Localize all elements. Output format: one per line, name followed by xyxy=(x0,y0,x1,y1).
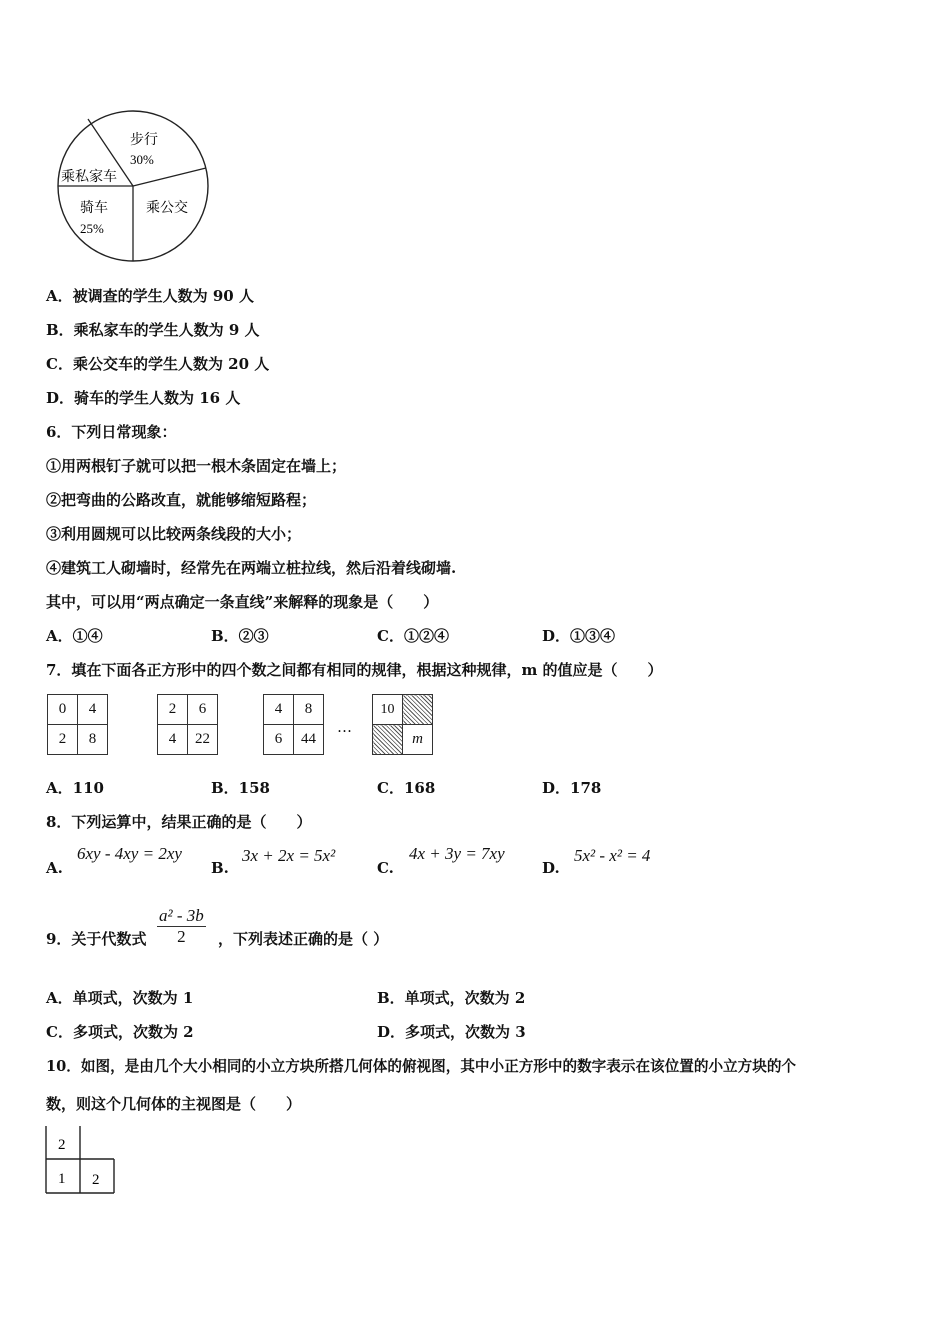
q7-option-b: B．158 xyxy=(211,779,270,797)
q7-cell: 2 xyxy=(48,725,78,755)
q10-line-2: 数，则这个几何体的主视图是（ ） xyxy=(46,1095,302,1113)
q9-option-d: D．多项式，次数为 3 xyxy=(377,1023,526,1041)
pie-chart xyxy=(50,104,220,274)
pie-bike-label: 骑车 xyxy=(80,200,108,216)
q8-expr-a: 6xy - 4xy = 2xy xyxy=(77,844,182,863)
q7-cell: 22 xyxy=(188,725,218,755)
pie-walk-label: 步行 xyxy=(130,132,158,148)
q7-option-d: D．178 xyxy=(542,779,602,797)
q5-option-b: B．乘私家车的学生人数为 9 人 xyxy=(46,321,260,339)
q9-numerator: a² - 3b xyxy=(159,906,204,925)
pie-bike-pct: 25% xyxy=(80,221,104,236)
q10-cell-bottom-right: 2 xyxy=(92,1172,100,1188)
q6-item-4: ④建筑工人砌墙时，经常先在两端立桩拉线，然后沿着线砌墙. xyxy=(46,559,457,577)
q10-cell-bottom-left: 1 xyxy=(58,1171,66,1187)
q8-label-c: C. xyxy=(377,859,394,877)
q9-option-c: C．多项式，次数为 2 xyxy=(46,1023,194,1041)
q9-prefix: 9．关于代数式 xyxy=(46,930,147,948)
q7-cell: 6 xyxy=(264,725,294,755)
q6-stem: 6．下列日常现象： xyxy=(46,423,177,441)
q10-line-1: 10．如图，是由几个大小相同的小立方块所搭几何体的俯视图，其中小正方形中的数字表示在该位置的小立方块的个 xyxy=(46,1058,797,1075)
q8-expr-d: 5x² - x² = 4 xyxy=(574,846,651,865)
q7-cell-m: m xyxy=(403,725,433,755)
q7-square-1 xyxy=(47,694,108,755)
q9-option-a: A．单项式，次数为 1 xyxy=(46,989,194,1007)
q10-top-view xyxy=(40,1122,120,1202)
q5-option-a: A．被调查的学生人数为 90 人 xyxy=(46,287,254,305)
q7-option-c: C．168 xyxy=(377,779,436,797)
q6-question: 其中，可以用“两点确定一条直线”来解释的现象是（ ） xyxy=(46,593,439,611)
q7-square-3 xyxy=(263,694,324,755)
q7-cell: 2 xyxy=(158,695,188,725)
q6-item-1: ①用两根钉子就可以把一根木条固定在墙上； xyxy=(46,457,347,475)
q8-label-a: A. xyxy=(46,859,63,877)
q9-option-b: B．单项式，次数为 2 xyxy=(377,989,526,1007)
q7-hatched-cell xyxy=(403,695,433,725)
q6-option-d: D．①③④ xyxy=(542,627,616,645)
pie-car-label: 乘私家车 xyxy=(61,169,117,185)
q8-label-d: D. xyxy=(542,859,560,877)
q8-label-b: B. xyxy=(211,859,229,877)
q9-fraction xyxy=(157,906,206,947)
q7-cell: 0 xyxy=(48,695,78,725)
q7-stem: 7．填在下面各正方形中的四个数之间都有相同的规律，根据这种规律，m 的值应是（ ） xyxy=(46,661,663,679)
q5-option-c: C．乘公交车的学生人数为 20 人 xyxy=(46,355,270,373)
q7-square-4 xyxy=(372,694,433,755)
q8-expr-c: 4x + 3y = 7xy xyxy=(409,844,505,863)
q7-cell: 8 xyxy=(78,725,108,755)
q6-item-3: ③利用圆规可以比较两条线段的大小； xyxy=(46,525,302,543)
q7-hatched-cell xyxy=(373,725,403,755)
q7-cell: 4 xyxy=(264,695,294,725)
q7-cell: 44 xyxy=(294,725,324,755)
q7-cell: 6 xyxy=(188,695,218,725)
q5-option-d: D．骑车的学生人数为 16 人 xyxy=(46,389,241,407)
pie-walk-pct: 30% xyxy=(130,152,154,167)
q6-item-2: ②把弯曲的公路改直，就能够缩短路程； xyxy=(46,491,317,509)
q7-cell: 4 xyxy=(78,695,108,725)
q8-stem: 8．下列运算中，结果正确的是（ ） xyxy=(46,813,312,831)
q6-option-c: C．①②④ xyxy=(377,627,449,645)
q8-expr-b: 3x + 2x = 5x² xyxy=(242,846,336,865)
pie-bus-label: 乘公交 xyxy=(146,200,188,216)
q7-cell: 4 xyxy=(158,725,188,755)
q7-ellipsis: … xyxy=(337,718,352,736)
q7-cell: 8 xyxy=(294,695,324,725)
q7-option-a: A．110 xyxy=(46,779,104,797)
q10-cell-top: 2 xyxy=(58,1137,66,1153)
q9-denominator: 2 xyxy=(177,927,186,946)
q6-option-a: A．①④ xyxy=(46,627,103,645)
q6-option-b: B．②③ xyxy=(211,627,269,645)
q9-suffix: ，下列表述正确的是（ ） xyxy=(218,930,389,948)
q7-cell: 10 xyxy=(373,695,403,725)
q7-square-2 xyxy=(157,694,218,755)
